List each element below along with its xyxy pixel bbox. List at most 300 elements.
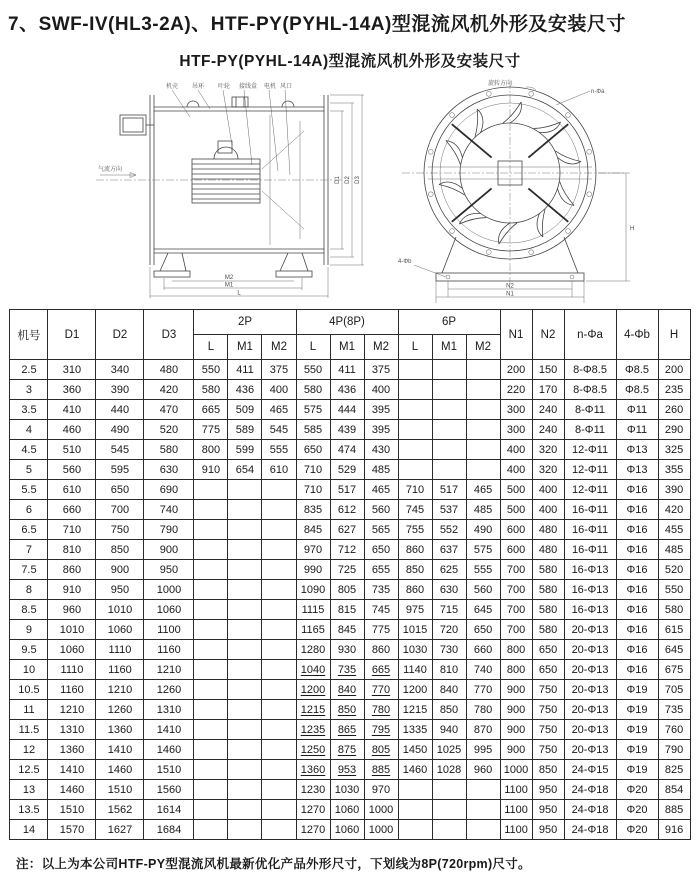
table-cell: 700 [500,580,532,600]
table-cell [228,620,262,640]
table-cell: 9 [10,620,48,640]
table-cell: 1060 [48,640,96,660]
table-cell: 400 [532,480,564,500]
table-cell [262,520,296,540]
table-cell: Φ16 [616,600,658,620]
table-body [10,360,690,840]
header-cell: 2P [194,310,296,335]
table-cell: 860 [364,640,398,660]
table-cell: 580 [658,600,690,620]
table-cell: 1360 [48,740,96,760]
table-cell: 580 [532,560,564,580]
table-cell: 950 [532,800,564,820]
table-cell: 970 [364,780,398,800]
table-cell: 1560 [144,780,194,800]
table-cell: 710 [48,520,96,540]
table-cell: 970 [296,540,330,560]
table-cell: 675 [658,660,690,680]
table-cell: 1684 [144,820,194,840]
foot-holes-callout [398,259,446,277]
header-cell: D3 [144,310,194,360]
table-cell: 235 [658,380,690,400]
table-cell: 953 [330,760,364,780]
table-cell: 560 [364,500,398,520]
flange-holes-callout [556,89,605,105]
table-cell: 12-Φ11 [564,480,616,500]
dimension-table [9,309,690,840]
table-cell: 555 [466,560,500,580]
table-cell: 770 [466,680,500,700]
table-cell: 550 [194,360,228,380]
table-cell: 1562 [96,800,144,820]
table-cell: 712 [330,540,364,560]
header-subcell: M1 [432,335,466,360]
table-cell: 500 [500,480,532,500]
table-cell [262,720,296,740]
table-cell: 810 [432,660,466,680]
table-cell [432,820,466,840]
table-cell: 1310 [144,700,194,720]
table-cell: 395 [364,420,398,440]
table-cell: 960 [466,760,500,780]
table-cell: 1060 [144,600,194,620]
table-cell: 1360 [96,720,144,740]
table-cell: 650 [364,540,398,560]
table-cell: 700 [500,600,532,620]
table-cell: Φ16 [616,660,658,680]
table-cell [262,680,296,700]
table-cell: Φ19 [616,760,658,780]
table-cell: 14 [10,820,48,840]
table-cell: 740 [144,500,194,520]
table-row [10,640,690,660]
table-cell: 325 [658,440,690,460]
part-label: 机壳 [166,84,179,90]
table-cell: 170 [532,380,564,400]
table-cell: 24-Φ15 [564,760,616,780]
table-cell [228,820,262,840]
table-cell: 20-Φ13 [564,720,616,740]
table-cell [262,740,296,760]
table-cell [262,820,296,840]
table-cell [228,520,262,540]
header-cell: H [658,310,690,360]
table-cell: 550 [658,580,690,600]
table-cell [398,420,432,440]
table-cell: 1510 [48,800,96,820]
part-label: 风口 [280,84,293,90]
table-cell: Φ16 [616,560,658,580]
table-cell [466,820,500,840]
table-cell: 1010 [96,600,144,620]
table-cell: 20-Φ13 [564,700,616,720]
header-cell: 4P(8P) [296,310,398,335]
table-cell: 8-Φ11 [564,420,616,440]
table-cell: 800 [500,660,532,680]
table-cell [194,660,228,680]
height-dimension [586,173,634,281]
table-cell [228,540,262,560]
table-cell: 560 [466,580,500,600]
table-cell: 8-Φ11 [564,400,616,420]
table-cell: 537 [432,500,466,520]
table-cell [228,800,262,820]
footnote: 注：以上为本公司HTF-PY型混流风机最新优化产品外形尺寸，下划线为8P(720rpm)尺寸。 [16,857,531,871]
table-cell: 910 [194,460,228,480]
diameter-dimensions [330,95,364,265]
table-row [10,780,690,800]
table-cell: 510 [48,440,96,460]
length-dimensions [150,267,328,298]
table-row [10,380,690,400]
table-cell [262,800,296,820]
table-cell: 400 [500,440,532,460]
table-cell: 555 [262,440,296,460]
table-cell: 650 [466,620,500,640]
dim-m2-label: M2 [224,275,234,281]
foot-holes-label: 4-Φb [398,259,412,265]
table-cell [194,700,228,720]
table-row [10,700,690,720]
page-title: 7、SWF-IV(HL3-2A)、HTF-PY(PYHL-14A)型混流风机外形及安装尺寸 [8,14,626,35]
table-row [10,660,690,680]
table-cell: 20-Φ13 [564,660,616,680]
dim-d1-label: D1 [335,176,341,184]
table-cell: 790 [658,740,690,760]
table-cell: 517 [330,480,364,500]
table-cell: 850 [432,700,466,720]
table-cell: 400 [532,500,564,520]
table-cell: 599 [228,440,262,460]
table-cell: 950 [532,780,564,800]
table-cell: 700 [96,500,144,520]
table-cell [194,820,228,840]
table-cell: 20-Φ13 [564,680,616,700]
table-cell: 665 [364,660,398,680]
table-cell: 1410 [96,740,144,760]
table-cell: 835 [296,500,330,520]
table-cell: 854 [658,780,690,800]
table-cell: 390 [658,480,690,500]
table-cell: 860 [48,560,96,580]
table-cell: 490 [466,520,500,540]
table-cell: 3.5 [10,400,48,420]
table-cell: 1270 [296,800,330,820]
table-cell: 474 [330,440,364,460]
header-subcell: M1 [228,335,262,360]
table-cell: 5.5 [10,480,48,500]
table-cell [466,440,500,460]
table-cell: 580 [296,380,330,400]
table-cell: Φ19 [616,720,658,740]
table-cell [262,540,296,560]
table-cell: 436 [330,380,364,400]
table-cell: 645 [658,640,690,660]
table-cell: Φ16 [616,620,658,640]
width-dimensions [436,281,584,303]
table-cell [262,480,296,500]
table-cell: 735 [330,660,364,680]
table-cell: 1200 [296,680,330,700]
header-subcell: L [296,335,330,360]
table-row [10,360,690,380]
table-cell [194,540,228,560]
table-cell: Φ20 [616,820,658,840]
table-cell [228,580,262,600]
header-cell: 6P [398,310,500,335]
table-cell: 1060 [330,820,364,840]
table-cell: 715 [432,600,466,620]
table-row [10,420,690,440]
table-cell: 870 [466,720,500,740]
table-cell: 1100 [144,620,194,640]
table-cell: 1215 [296,700,330,720]
table-cell: 444 [330,400,364,420]
part-label: 叶轮 [218,84,231,90]
table-cell: 700 [500,620,532,640]
table-cell: 560 [48,460,96,480]
table-cell: Φ16 [616,520,658,540]
table-cell: 1410 [48,760,96,780]
table-cell: 840 [330,680,364,700]
table-cell: 13 [10,780,48,800]
header-subcell: L [398,335,432,360]
table-cell: 1627 [96,820,144,840]
table-cell: 8 [10,580,48,600]
table-cell [398,780,432,800]
table-cell: 1000 [364,800,398,820]
table-cell: 11 [10,700,48,720]
table-cell [466,800,500,820]
header-subcell: M1 [330,335,364,360]
table-cell: 8-Φ8.5 [564,360,616,380]
table-cell: Φ16 [616,500,658,520]
table-cell [466,420,500,440]
table-cell: 1160 [96,660,144,680]
table-cell [228,660,262,680]
table-cell: 840 [432,680,466,700]
table-cell [262,660,296,680]
table-cell: 440 [96,400,144,420]
table-cell: 860 [398,540,432,560]
table-cell [194,640,228,660]
table-cell [194,720,228,740]
table-cell [194,740,228,760]
table-cell: 940 [432,720,466,740]
table-cell: 20-Φ13 [564,620,616,640]
table-cell: 7 [10,540,48,560]
table-cell [194,580,228,600]
table-cell [432,800,466,820]
table-cell: Φ8.5 [616,360,658,380]
table-cell: 10.5 [10,680,48,700]
table-cell: 220 [500,380,532,400]
table-cell [228,760,262,780]
table-cell [194,520,228,540]
table-cell: 750 [532,700,564,720]
table-cell: 465 [262,400,296,420]
table-cell [262,760,296,780]
table-cell: 650 [532,660,564,680]
table-cell: 16-Φ13 [564,600,616,620]
table-cell: 990 [296,560,330,580]
table-cell: 439 [330,420,364,440]
table-cell [466,780,500,800]
table-cell: 1025 [432,740,466,760]
table-cell: 6 [10,500,48,520]
table-cell: 1450 [398,740,432,760]
table-cell: 900 [500,720,532,740]
table-cell: 552 [432,520,466,540]
table-cell: 1165 [296,620,330,640]
table-cell [432,360,466,380]
table-cell [432,420,466,440]
table-cell: 1160 [144,640,194,660]
table-cell [228,480,262,500]
table-cell: 545 [96,440,144,460]
table-cell [194,600,228,620]
table-cell: 595 [96,460,144,480]
table-cell: 910 [48,580,96,600]
dim-n1-label: N1 [506,291,514,298]
table-cell: 800 [194,440,228,460]
dim-l-label: L [237,290,241,297]
table-cell: 465 [466,480,500,500]
table-cell: 775 [364,620,398,640]
table-cell: 1000 [144,580,194,600]
table-cell: 1460 [96,760,144,780]
table-cell: 11.5 [10,720,48,740]
table-row [10,820,690,840]
table-cell: 509 [228,400,262,420]
table-cell: 885 [364,760,398,780]
table-cell: 575 [466,540,500,560]
table-cell: 654 [228,460,262,480]
table-cell: Φ19 [616,700,658,720]
table-cell: 20-Φ13 [564,640,616,660]
table-cell: 805 [364,740,398,760]
table-cell: 995 [466,740,500,760]
table-cell: 735 [364,580,398,600]
table-cell: 300 [500,400,532,420]
header-cell: N1 [500,310,532,360]
table-cell: 612 [330,500,364,520]
table-cell: 800 [500,640,532,660]
table-cell: 750 [96,520,144,540]
table-cell: Φ19 [616,740,658,760]
table-cell: Φ13 [616,440,658,460]
table-cell: 480 [144,360,194,380]
table-cell [194,480,228,500]
table-row [10,400,690,420]
table-cell: 12 [10,740,48,760]
table-cell: 655 [364,560,398,580]
table-cell: 575 [296,400,330,420]
table-cell: 790 [144,520,194,540]
table-cell: 1210 [96,680,144,700]
table-cell: 485 [364,460,398,480]
header-subcell: M2 [466,335,500,360]
table-cell: 485 [466,500,500,520]
table-row [10,760,690,780]
table-cell: 480 [532,520,564,540]
table-cell [432,400,466,420]
table-cell: 850 [96,540,144,560]
table-row [10,680,690,700]
table-cell: 1140 [398,660,432,680]
motor [192,141,260,203]
table-cell: 8-Φ8.5 [564,380,616,400]
table-cell: 1310 [48,720,96,740]
leader-lines [172,90,290,175]
table-cell: 865 [330,720,364,740]
table-cell: 950 [144,560,194,580]
table-cell: 480 [532,540,564,560]
table-cell: 4 [10,420,48,440]
table-cell: 1510 [96,780,144,800]
table-cell [466,380,500,400]
table-cell [194,680,228,700]
table-cell: 580 [194,380,228,400]
table-cell [262,500,296,520]
table-row [10,600,690,620]
table-cell: 580 [532,580,564,600]
table-cell [432,780,466,800]
table-cell: 637 [432,540,466,560]
table-cell: 885 [658,800,690,820]
table-cell: 710 [398,480,432,500]
table-cell: 1510 [144,760,194,780]
table-cell: 7.5 [10,560,48,580]
table-cell: 650 [532,640,564,660]
table-cell: 1100 [500,780,532,800]
header-cell: N2 [532,310,564,360]
table-cell [228,740,262,760]
table-cell: 340 [96,360,144,380]
table-cell: 1215 [398,700,432,720]
table-cell: 260 [658,400,690,420]
table-cell: 529 [330,460,364,480]
table-cell: 470 [144,400,194,420]
table-cell: 1250 [296,740,330,760]
table-cell [228,700,262,720]
table-cell: 5 [10,460,48,480]
table-cell: 465 [364,480,398,500]
table-cell: 375 [364,360,398,380]
table-cell: 16-Φ13 [564,580,616,600]
table-cell: 810 [48,540,96,560]
table-cell [466,400,500,420]
table-cell: 900 [500,680,532,700]
table-cell: 950 [532,820,564,840]
table-cell: 960 [48,600,96,620]
table-row [10,800,690,820]
table-cell: 770 [364,680,398,700]
table-cell: 630 [432,580,466,600]
table-cell: 745 [398,500,432,520]
table-cell: 411 [228,360,262,380]
table-cell [398,460,432,480]
header-cell: 4-Φb [616,310,658,360]
table-cell [194,560,228,580]
table-cell: 520 [144,420,194,440]
table-row [10,500,690,520]
table-cell: 900 [500,700,532,720]
table-cell: 1570 [48,820,96,840]
table-cell: 1010 [48,620,96,640]
table-cell: 650 [296,440,330,460]
table-cell: 1028 [432,760,466,780]
